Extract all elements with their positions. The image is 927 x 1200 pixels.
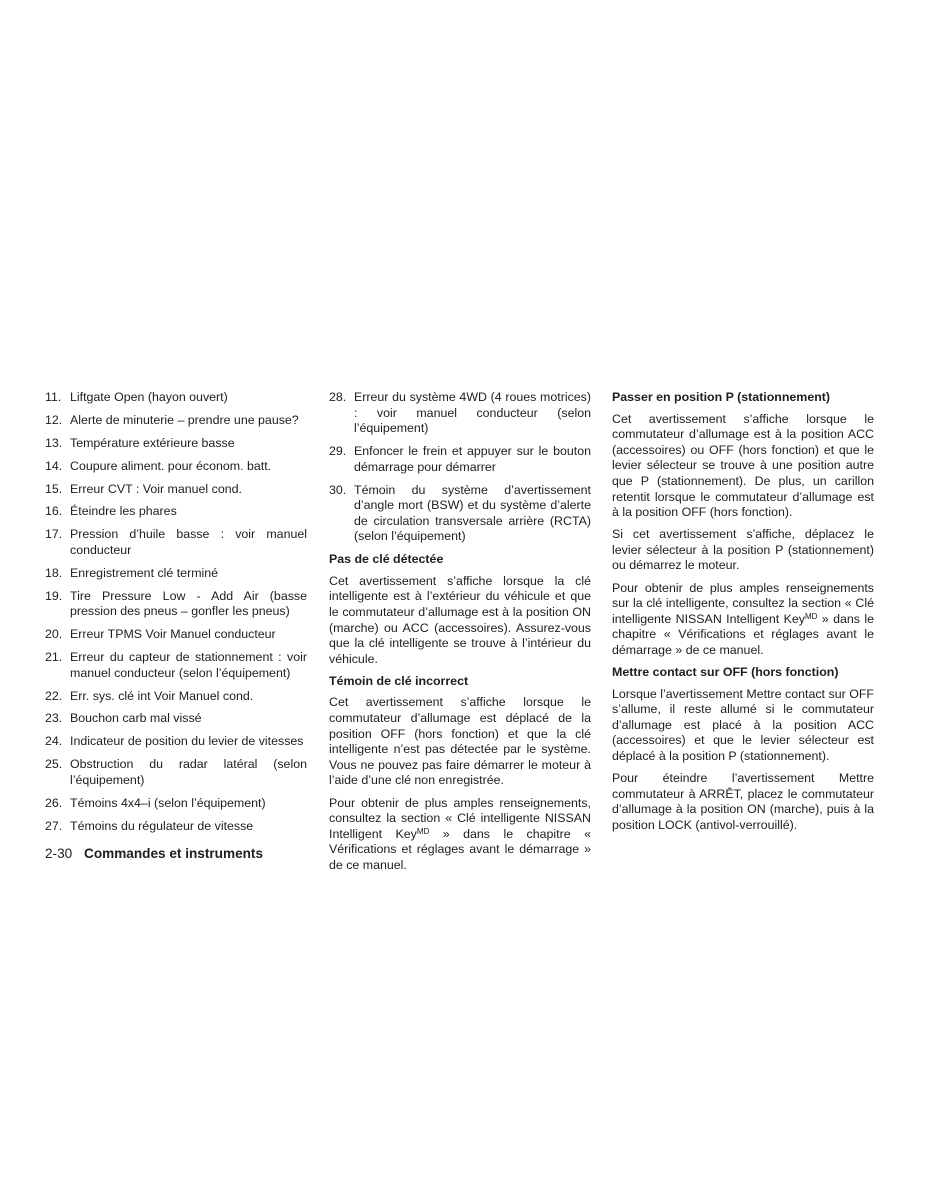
- list-item-text: Éteindre les phares: [70, 504, 177, 519]
- list-item-text: Alerte de minuterie – prendre une pause?: [70, 412, 299, 427]
- list-item: [329, 483, 591, 545]
- list-item-text: Pression d’huile basse : voir manuel conducteur: [70, 527, 307, 557]
- list-item-number: 28.: [329, 390, 347, 404]
- list-item-text: Err. sys. clé int Voir Manuel cond.: [70, 688, 254, 703]
- paragraph-incorrect-key: Cet avertissement s’affiche lorsque le commutateur d’allumage est déplacé de la position OFF (hors fonction) et que la clé intelligente n’est pas détectée par le système. Vous ne pouvez pas faire démarrer le moteur à l’aide d’une clé non enregistrée.: [329, 695, 591, 788]
- list-item-text: Erreur TPMS Voir Manuel conducteur: [70, 627, 276, 642]
- list-item-number: 21.: [45, 650, 63, 665]
- list-item-text: Coupure aliment. pour économ. batt.: [70, 458, 272, 473]
- list-item-number: 23.: [45, 711, 63, 726]
- list-item: [45, 689, 307, 705]
- list-item-number: 18.: [45, 565, 63, 580]
- list-item-number: 25.: [45, 757, 63, 772]
- list-item-number: 17.: [45, 527, 63, 542]
- list-item: [329, 444, 591, 475]
- list-item-text: Liftgate Open (hayon ouvert): [70, 390, 228, 404]
- list-item: [45, 527, 307, 558]
- list-item-text: Témoin du système d’avertissement d’angle mort (BSW) et du système d’alerte de circulation transversale arrière (RCTA) (selon l’équipement): [354, 482, 591, 544]
- list-item: [45, 482, 307, 498]
- superscript-md: MD: [416, 826, 430, 836]
- list-item-number: 19.: [45, 588, 63, 603]
- list-item: [45, 757, 307, 788]
- list-item-text: Enfoncer le frein et appuyer sur le bouton démarrage pour démarrer: [354, 444, 591, 474]
- list-item-text: Erreur du capteur de stationnement : voir manuel conducteur (selon l’équipement): [70, 650, 307, 680]
- list-item-text: Erreur du système 4WD (4 roues motrices) : voir manuel conducteur (selon l’équipement): [354, 390, 591, 436]
- list-item-text: Bouchon carb mal vissé: [70, 711, 202, 726]
- page-number: 2-30: [45, 846, 73, 861]
- column-3: [612, 390, 874, 840]
- paragraph-ignition-off-action: Pour éteindre l’avertissement Mettre commutateur à ARRÊT, placez le commutateur d’allumage à la position ON (marche), puis à la position LOCK (antivol-verrouillé).: [612, 771, 874, 832]
- list-item-number: 14.: [45, 458, 63, 473]
- list-item: [45, 819, 307, 835]
- list-item-number: 13.: [45, 435, 63, 450]
- section-title: Commandes et instruments: [84, 846, 264, 861]
- list-item: [45, 650, 307, 681]
- paragraph-more-info-key: [329, 796, 591, 874]
- paragraph-no-key-detected: Cet avertissement s’affiche lorsque la clé intelligente est à l’extérieur du véhicule et que le commutateur d’allumage est à la position ON (marche) ou ACC (accessoires). Assurez-vous que la clé intelligente se trouve à l’intérieur du véhicule.: [329, 573, 591, 666]
- paragraph-more-info-smart-key: [612, 581, 874, 659]
- list-item: [45, 504, 307, 520]
- heading-ignition-off: Mettre contact sur OFF (hors fonction): [612, 665, 839, 679]
- list-item-text: Témoins du régulateur de vitesse: [70, 818, 254, 833]
- heading-incorrect-key: Témoin de clé incorrect: [329, 673, 469, 688]
- list-item: [45, 589, 307, 620]
- list-item-text: Témoins 4x4–i (selon l’équipement): [70, 795, 266, 810]
- text-more-info-b: » dans le chapitre « Vérifications et réglages avant le démarrage » de ce manuel.: [612, 611, 874, 657]
- paragraph-ignition-off: Lorsque l’avertissement Mettre contact sur OFF s’allume, il reste allumé si le commutateur d’allumage est placé à la position ACC (accessoires) et que le levier sélecteur est déplacé à la position P (stationnement).: [612, 686, 874, 763]
- column-1: [45, 390, 307, 842]
- list-item-number: 15.: [45, 481, 63, 496]
- list-item-text: Température extérieure basse: [70, 435, 235, 450]
- list-item: [45, 796, 307, 812]
- list-item-number: 11.: [45, 390, 62, 404]
- list-item: [45, 459, 307, 475]
- list-item-number: 20.: [45, 627, 63, 642]
- column-2: [329, 390, 591, 880]
- text-more-info-a: Pour obtenir de plus amples renseignements, consultez la section « Clé intelligente NISSAN Intelligent Key: [329, 795, 591, 841]
- list-item-text: Indicateur de position du levier de vitesses: [70, 734, 304, 749]
- heading-no-key-detected: Pas de clé détectée: [329, 552, 444, 567]
- paragraph-shift-to-park: Cet avertissement s’affiche lorsque le commutateur d’allumage est à la position ACC (accessoires) ou OFF (hors fonction) et que le levier sélecteur se trouve à une position autre que P (stationnement). De plus, un carillon retentit lorsque le commutateur d’allumage est à la position OFF (hors fonction).: [612, 411, 874, 520]
- list-item-number: 16.: [45, 504, 63, 519]
- list-item-text: Enregistrement clé terminé: [70, 565, 219, 580]
- list-item-number: 26.: [45, 795, 63, 810]
- superscript-md: MD: [804, 611, 818, 621]
- list-item: [45, 436, 307, 452]
- paragraph-shift-to-park-action: Si cet avertissement s’affiche, déplacez le levier sélecteur à la position P (stationnement) ou démarrez le moteur.: [612, 527, 874, 573]
- page-footer: [45, 846, 263, 861]
- list-item-number: 27.: [45, 818, 63, 833]
- list-item: [45, 413, 307, 429]
- list-item-number: 30.: [329, 482, 347, 497]
- text-more-info-a: Pour obtenir de plus amples renseignements sur la clé intelligente, consultez la section « Clé intelligente NISSAN Intelligent Key: [612, 580, 874, 626]
- list-item-number: 12.: [45, 412, 63, 427]
- message-list-continued: [329, 390, 591, 545]
- list-item-text: Erreur CVT : Voir manuel cond.: [70, 481, 242, 496]
- list-item-text: Obstruction du radar latéral (selon l’équipement): [70, 757, 307, 787]
- list-item: [45, 566, 307, 582]
- list-item: [45, 390, 307, 406]
- list-item: [45, 627, 307, 643]
- heading-shift-to-park: Passer en position P (stationnement): [612, 390, 831, 404]
- text-more-info-b: » dans le chapitre « Vérifications et réglages avant le démarrage » de ce manuel.: [329, 826, 591, 872]
- list-item-number: 29.: [329, 444, 347, 459]
- list-item-number: 24.: [45, 734, 63, 749]
- list-item-text: Tire Pressure Low - Add Air (basse pression des pneus – gonfler les pneus): [70, 588, 307, 619]
- list-item: [329, 390, 591, 437]
- list-item-number: 22.: [45, 688, 63, 703]
- list-item: [45, 734, 307, 750]
- list-item: [45, 711, 307, 727]
